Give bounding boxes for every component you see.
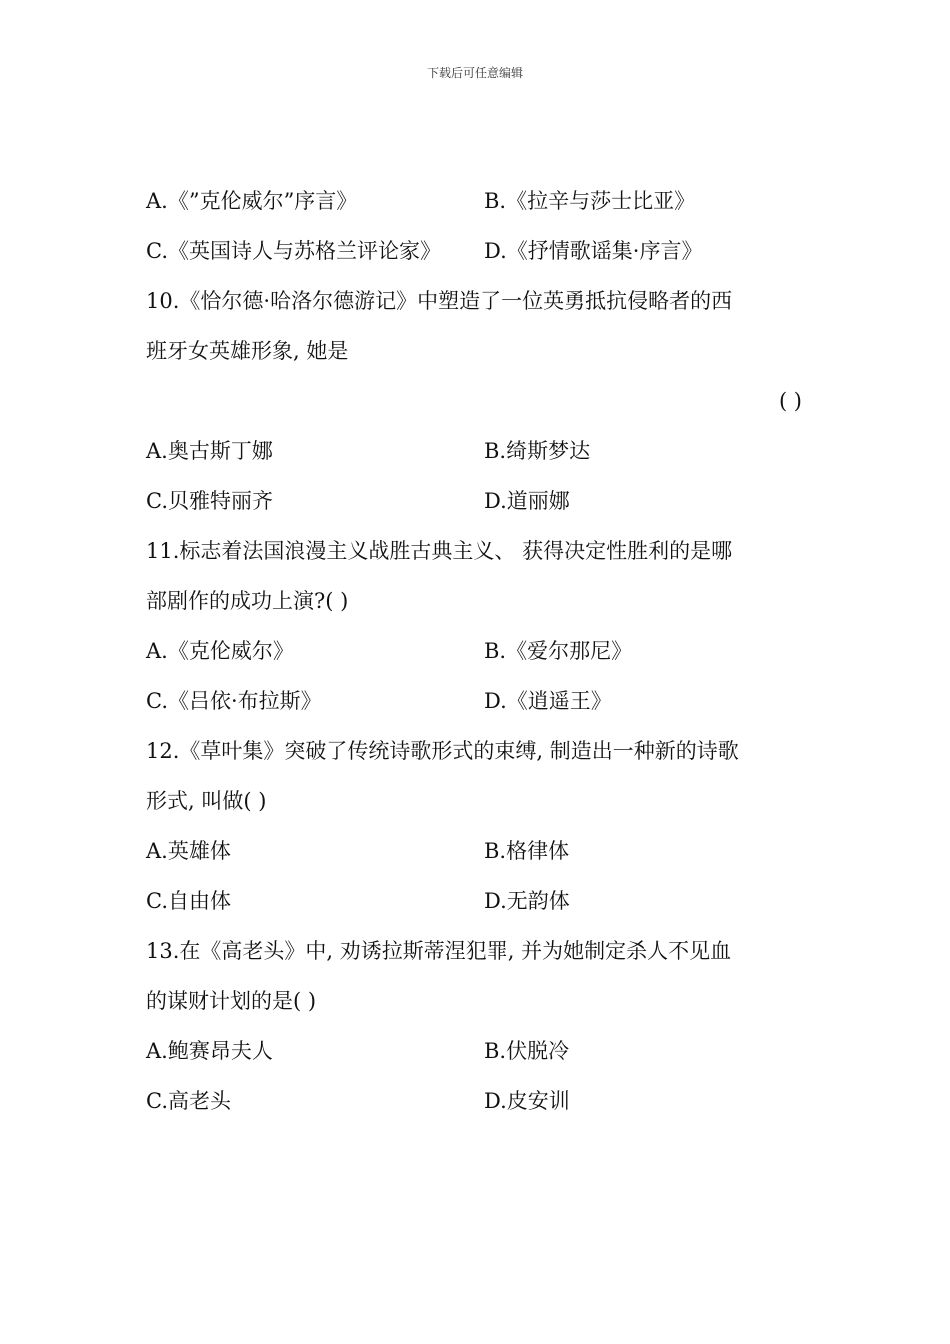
option-c: C.贝雅特丽齐 <box>146 489 273 513</box>
option-d: D.无韵体 <box>484 889 570 913</box>
option-row <box>146 826 810 876</box>
option-row <box>146 226 810 276</box>
question-13-line-1: 13.在《高老头》中, 劝诱拉斯蒂涅犯罪, 并为她制定杀人不见血 <box>146 939 732 963</box>
question-12-line-2: 形式, 叫做( ) <box>146 789 267 813</box>
option-row <box>146 426 810 476</box>
option-d: D.皮安训 <box>484 1089 570 1113</box>
question-12-line-1: 12.《草叶集》突破了传统诗歌形式的束缚, 制造出一种新的诗歌 <box>146 739 739 763</box>
question-10-line-2: 班牙女英雄形象, 她是 <box>146 339 349 363</box>
page-header: 下载后可任意编辑 <box>426 66 523 80</box>
question-11-line-2: 部剧作的成功上演?( ) <box>146 589 349 613</box>
question-11-line-1: 11.标志着法国浪漫主义战胜古典主义、 获得决定性胜利的是哪 <box>146 539 733 563</box>
option-d: D.道丽娜 <box>484 489 570 513</box>
option-a: A.奥古斯丁娜 <box>146 439 273 463</box>
option-a: A.《克伦威尔》 <box>146 639 294 663</box>
option-row <box>146 1026 810 1076</box>
option-row <box>146 876 810 926</box>
option-row <box>146 1076 810 1126</box>
option-row <box>146 626 810 676</box>
answer-blank-row <box>146 376 810 426</box>
answer-blank: ( ) <box>778 389 802 413</box>
option-a: A.《”克伦威尔”序言》 <box>146 189 358 213</box>
option-b: B.格律体 <box>484 839 570 863</box>
option-d: D.《抒情歌谣集·序言》 <box>484 239 703 263</box>
option-c: C.《英国诗人与苏格兰评论家》 <box>146 239 441 263</box>
option-b: B.伏脱冷 <box>484 1039 570 1063</box>
document-body <box>146 176 810 1126</box>
option-row <box>146 676 810 726</box>
option-c: C.《吕依·布拉斯》 <box>146 689 322 713</box>
option-c: C.自由体 <box>146 889 231 913</box>
option-b: B.绮斯梦达 <box>484 439 591 463</box>
option-row <box>146 476 810 526</box>
option-b: B.《拉辛与莎士比亚》 <box>484 189 696 213</box>
option-a: A.英雄体 <box>146 839 231 863</box>
option-d: D.《逍遥王》 <box>484 689 612 713</box>
option-c: C.高老头 <box>146 1089 231 1113</box>
option-row <box>146 176 810 226</box>
option-a: A.鲍赛昂夫人 <box>146 1039 273 1063</box>
question-10-line-1: 10.《恰尔德·哈洛尔德游记》中塑造了一位英勇抵抗侵略者的西 <box>146 289 733 313</box>
question-13-line-2: 的谋财计划的是( ) <box>146 989 317 1013</box>
option-b: B.《爱尔那尼》 <box>484 639 633 663</box>
